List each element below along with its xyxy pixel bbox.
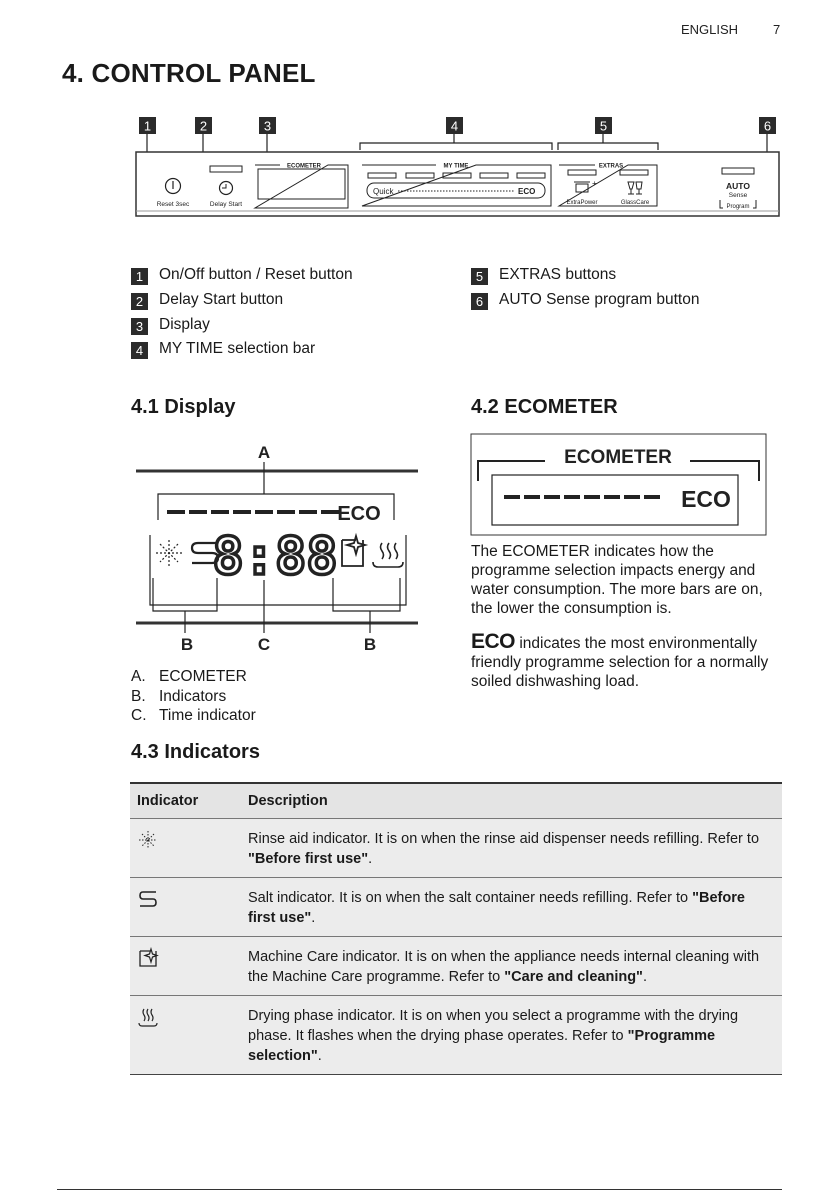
legend-number: 4 [131, 342, 148, 359]
legend-item-6 [471, 290, 699, 310]
auto-label: AUTO [726, 181, 750, 191]
eco-box-label: ECO [681, 486, 731, 512]
eco-small-label: ECO [518, 187, 536, 196]
table-row: Drying phase indicator. It is on when you select a programme with the drying phase. It flashes when the drying phase operates. Refer to "Programme selection". [130, 996, 782, 1075]
machine-care-icon [137, 947, 159, 969]
eco-display-label: ECO [337, 503, 381, 525]
callout-b-left: B [180, 635, 194, 654]
indicators-heading: 4.3 Indicators [131, 741, 260, 763]
eco-paragraph [471, 632, 771, 691]
legend-number: 6 [471, 293, 488, 310]
legend-item-2 [131, 290, 283, 310]
table-row: Machine Care indicator. It is on when the appliance needs internal cleaning with the Machine Care programme. Refer to "Care and cleaning". [130, 937, 782, 996]
ecometer-illustration [470, 433, 768, 537]
indicators-table [130, 782, 782, 1075]
legend-text: AUTO Sense program button [499, 291, 700, 308]
callout-a: A [257, 443, 271, 462]
language-label: ENGLISH [681, 22, 739, 37]
list-item: B. Indicators [131, 687, 227, 705]
rinse-aid-icon [137, 829, 159, 851]
page-number: 7 [773, 22, 781, 37]
legend-text: On/Off button / Reset button [159, 266, 353, 283]
footer-rule [57, 1189, 782, 1190]
ecometer-small-label: ECOMETER [286, 163, 322, 170]
extrapower-label: ExtraPower [566, 200, 598, 206]
display-heading: 4.1 Display [131, 396, 236, 418]
eco-paragraph-text: indicates the most environmentally friendly programme selection for a normally soiled dishwashing load. [471, 635, 769, 690]
reset-label: Reset 3sec [156, 201, 190, 208]
callout-c: C [257, 635, 271, 654]
table-row: Rinse aid indicator. It is on when the rinse aid dispenser needs refilling. Refer to "Before first use". [130, 819, 782, 878]
drying-phase-icon [137, 1006, 159, 1028]
legend-text: Delay Start button [159, 291, 284, 308]
time-digits: 8:88 [212, 527, 338, 587]
extras-label: EXTRAS [598, 163, 624, 170]
control-panel-illustration [130, 112, 790, 224]
list-item: C. Time indicator [131, 707, 256, 724]
rinse-aid-icon [156, 540, 182, 567]
page-title: 4. CONTROL PANEL [62, 58, 316, 88]
callout-1-text: 1 [143, 118, 152, 134]
ecometer-heading: 4.2 ECOMETER [471, 396, 618, 418]
glasscare-label: GlassCare [620, 200, 650, 206]
callout-4-text: 4 [450, 118, 459, 134]
col-indicator: Indicator [130, 783, 241, 819]
table-header [130, 783, 782, 819]
callout-6-text: 6 [763, 118, 772, 134]
quick-label: Quick [373, 187, 394, 196]
display-illustration [130, 440, 430, 660]
legend-number: 3 [131, 318, 148, 335]
legend-item-4 [131, 339, 315, 359]
legend-number: 2 [131, 293, 148, 310]
legend-text: MY TIME selection bar [159, 340, 316, 357]
col-description: Description [241, 783, 782, 819]
svg-text:+: + [592, 179, 597, 188]
legend-item-1 [131, 265, 353, 285]
ecometer-box-label: ECOMETER [564, 447, 672, 468]
legend-text: EXTRAS buttons [499, 266, 617, 283]
callout-2-text: 2 [199, 118, 208, 134]
eco-word: ECO [471, 630, 516, 653]
table-row: Salt indicator. It is on when the salt container needs refilling. Refer to "Before first use". [130, 878, 782, 937]
legend-item-3 [131, 315, 210, 335]
program-label: Program [726, 204, 750, 210]
legend-text: Display [159, 316, 210, 333]
callout-5-text: 5 [599, 118, 608, 134]
machine-care-icon [342, 536, 365, 566]
salt-icon [137, 888, 159, 910]
sense-label: Sense [728, 192, 748, 199]
ecometer-paragraph: The ECOMETER indicates how the programme selection impacts energy and water consumption. The more bars are on, the lower the consumption is. [471, 543, 763, 617]
list-item: A. ECOMETER [131, 668, 247, 685]
callout-3-text: 3 [263, 118, 272, 134]
legend-number: 5 [471, 268, 488, 285]
callout-b-right: B [363, 635, 377, 654]
legend-item-5 [471, 265, 616, 285]
drying-phase-icon [373, 543, 403, 567]
delay-label: Delay Start [209, 201, 243, 208]
legend-number: 1 [131, 268, 148, 285]
mytime-label: MY TIME [443, 163, 469, 170]
display-legend [131, 667, 256, 726]
